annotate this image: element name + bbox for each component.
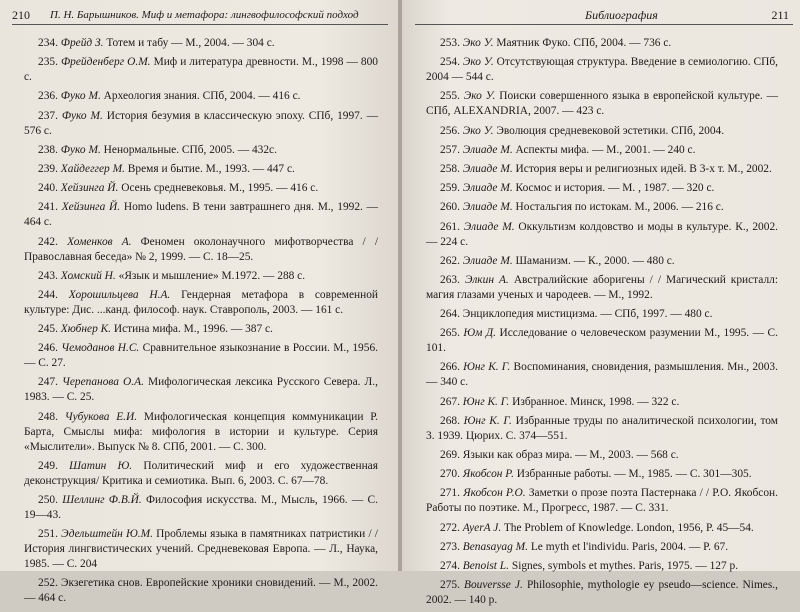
entry-author: Хюбнер К.	[60, 323, 112, 336]
right-bibliography-list	[426, 36, 778, 612]
entry-number: 272.	[440, 521, 460, 534]
entry-text: Избранные работы. — М., 1985. — С. 301—305.	[516, 468, 752, 481]
entry-number: 243.	[38, 269, 58, 282]
entry-text: История веры и религиозных идей. В 3-х т. М., 2002.	[515, 162, 772, 175]
bibliography-entry	[24, 459, 378, 489]
entry-number: 254.	[440, 56, 460, 69]
entry-author: Хомский Н.	[60, 269, 116, 282]
left-running-title: П. Н. Барышников. Миф и метафора: лингвофилософский подход	[50, 9, 359, 21]
entry-number: 263.	[440, 273, 460, 286]
bibliography-entry	[426, 326, 778, 356]
entry-number: 244.	[38, 288, 58, 301]
entry-number: 237.	[38, 109, 58, 122]
bibliography-entry	[24, 89, 378, 104]
bibliography-entry	[426, 55, 778, 85]
entry-number: 268.	[440, 414, 460, 427]
bibliography-entry	[24, 181, 378, 196]
entry-author: Хорошильцева Н.А.	[68, 288, 171, 301]
entry-text: Оккультизм колдовство и моды в культуре. К., 2002. — 224 с.	[426, 220, 778, 248]
entry-number: 239.	[38, 162, 58, 175]
entry-number: 274.	[440, 559, 460, 572]
entry-author: Юнг К. Г.	[462, 395, 510, 408]
right-page	[402, 0, 800, 607]
bibliography-entry	[24, 269, 378, 284]
entry-number: 246.	[38, 342, 58, 355]
entry-author: Якобсон Р.	[462, 468, 514, 481]
bibliography-entry	[426, 578, 778, 608]
entry-text: Поиски совершенного языка в европейской культуре. — СПб, ALEXANDRIA, 2007. — 423 с.	[426, 90, 778, 118]
entry-text: Отсутствующая структура. Введение в семиологию. СПб, 2004 — 544 с.	[426, 56, 778, 84]
entry-text: Мифологическая концепция коммуникации Р. Барта, Смыслы мифа: мифология в истории и культуре. Серия «Мыслители». Выпуск № 8. СПб, 2001. — С. 300.	[24, 410, 378, 453]
entry-number: 236.	[38, 90, 58, 103]
entry-author: Элиаде М.	[462, 201, 513, 214]
entry-number: 240.	[38, 182, 58, 195]
bibliography-entry	[24, 527, 378, 572]
bibliography-entry	[24, 341, 378, 371]
entry-number: 267.	[440, 395, 460, 408]
entry-number: 241.	[38, 201, 58, 214]
entry-author: Юм Д.	[463, 327, 497, 340]
bibliography-entry	[426, 254, 778, 269]
entry-author: Эко У.	[462, 124, 494, 137]
entry-author: Чемоданов Н.С.	[61, 342, 140, 355]
entry-text: Гендерная метафора в современной культуре: Дис. ...канд. философ. наук. Ставрополь, 2003. — 161 с.	[24, 288, 378, 316]
entry-text: История безумия в классическую эпоху. СПб, 1997. — 576 с.	[24, 109, 378, 137]
entry-author: Шеллинг Ф.В.Й.	[62, 494, 142, 506]
right-page-number: 211	[771, 8, 789, 22]
bibliography-entry	[426, 124, 778, 139]
entry-author: Элкин А.	[464, 273, 509, 286]
bibliography-entry	[426, 395, 778, 410]
bibliography-entry	[24, 410, 378, 455]
entry-number: 266.	[440, 361, 460, 374]
right-running-title: Библиография	[585, 8, 658, 22]
entry-number: 265.	[440, 327, 460, 340]
entry-author: Элиаде М.	[462, 143, 513, 156]
bibliography-entry	[426, 220, 778, 250]
entry-number: 245.	[38, 323, 58, 336]
entry-text: Избранные труды по аналитической психологии, том 3. 1939. Цюрих. С. 374—551.	[426, 414, 778, 442]
entry-author: Эко У.	[462, 37, 494, 49]
entry-author: Эко У.	[463, 90, 496, 103]
entry-author: Хейзинга Й.	[61, 201, 121, 214]
bibliography-entry	[426, 540, 778, 555]
entry-author: Юнг К. Г.	[463, 414, 512, 427]
entry-text: Философия искусства. М., Мысль, 1966. — С. 19—43.	[24, 494, 378, 521]
entry-number: 259.	[440, 182, 460, 195]
entry-author: Фуко М.	[60, 90, 101, 103]
entry-number: 257.	[440, 143, 460, 156]
entry-author: Фуко М.	[61, 109, 103, 122]
entry-author: Черепанова О.А.	[62, 376, 144, 389]
entry-text: The Problem of Knowledge. London, 1956, P. 45—54.	[503, 521, 754, 534]
entry-text: Политический миф и его художественная деконструкция/ Критика и семиотика. Вып. 6, 2003. С. 67—78.	[24, 459, 378, 487]
entry-text: Энциклопедия мистицизма. — СПб, 1997. — 480 с.	[462, 308, 713, 321]
entry-text: Проблемы языка в памятниках патристики / / История лингвистических учений. Средневековая Европа. — Л., Наука, 1985. — С. 204	[24, 528, 378, 571]
entry-number: 235.	[38, 56, 58, 69]
entry-text: Эволюция средневековой эстетики. СПб, 2004.	[496, 124, 725, 137]
entry-text: Заметки о прозе поэта Пастернака / / Р.О. Якобсон. Работы по поэтике. М., Прогресс, 1987. — С. 331.	[426, 487, 778, 515]
bibliography-entry	[426, 143, 778, 158]
entry-author: Хоменков А.	[67, 235, 132, 248]
entry-number: 252.	[38, 577, 58, 590]
entry-number: 256.	[440, 124, 460, 137]
entry-author: Benasayag M.	[462, 540, 528, 553]
bibliography-entry	[426, 89, 778, 119]
bibliography-entry	[426, 36, 778, 51]
entry-text: Время и бытие. М., 1993. — 447 с.	[127, 162, 295, 175]
entry-text: Маятник Фуко. СПб, 2004. — 736 с.	[496, 37, 672, 49]
entry-text: Истина мифа. М., 1996. — 387 с.	[113, 323, 273, 336]
bibliography-entry	[24, 322, 378, 337]
bibliography-entry	[426, 467, 778, 482]
entry-author: Элиаде М.	[463, 220, 515, 233]
entry-number: 251.	[38, 528, 58, 541]
entry-text: Феномен околонаучного мифотворчества / /Православная беседа» № 2, 1999. — С. 18—25.	[24, 235, 378, 263]
bibliography-entry	[426, 162, 778, 177]
entry-text: Воспоминания, сновидения, размышления. Мн., 2003. — 340 с.	[426, 361, 778, 389]
bibliography-entry	[426, 486, 778, 516]
entry-author: Bouversse J.	[464, 579, 523, 592]
bibliography-entry	[24, 375, 378, 405]
left-bibliography-list	[24, 36, 378, 611]
entry-number: 275.	[440, 579, 460, 592]
entry-text: Аспекты мифа. — М., 2001. — 240 с.	[515, 143, 696, 156]
entry-number: 270.	[440, 468, 460, 481]
entry-number: 269.	[440, 449, 460, 461]
entry-author: Чубукова Е.И.	[64, 410, 138, 423]
entry-author: Якобсон Р.О.	[463, 487, 526, 500]
left-page-header	[12, 6, 388, 25]
entry-text: Космос и история. — М. , 1987. — 320 с.	[515, 182, 715, 195]
bibliography-entry	[24, 576, 378, 606]
entry-number: 262.	[440, 254, 460, 267]
entry-text: Le myth et l'individu. Paris, 2004. — P. 67.	[530, 540, 729, 553]
entry-number: 271.	[440, 487, 460, 500]
entry-text: Исследование о человеческом разумении М., 1995. — С. 101.	[426, 327, 778, 355]
bibliography-entry	[426, 273, 778, 303]
entry-author: Хайдеггер М.	[60, 162, 125, 175]
bibliography-entry	[24, 109, 378, 139]
entry-text: Сравнительное языкознание в России. М., 1956. — С. 27.	[24, 342, 378, 370]
entry-author: AyerA J.	[462, 521, 502, 534]
entry-number: 248.	[38, 410, 58, 423]
bibliography-entry	[24, 36, 378, 51]
entry-text: Мифологическая лексика Русского Севера. Л., 1983. — С. 25.	[24, 376, 378, 404]
entry-text: Шаманизм. — К., 2000. — 480 с.	[515, 254, 675, 267]
bibliography-entry	[426, 181, 778, 196]
entry-author: Эко У.	[462, 56, 494, 69]
entry-text: Избранное. Минск, 1998. — 322 с.	[512, 395, 680, 408]
entry-text: Philosophie, mythologie eу pseudo—science. Nimes., 2002. — 140 p.	[426, 579, 778, 607]
entry-author: Эдельштейн Ю.М.	[61, 528, 153, 541]
bibliography-entry	[24, 143, 378, 158]
entry-number: 264.	[440, 308, 460, 321]
entry-author: Benoist L.	[462, 559, 509, 572]
entry-number: 242.	[38, 235, 58, 248]
bibliography-entry	[24, 493, 378, 523]
bibliography-entry	[426, 360, 778, 390]
entry-number: 273.	[440, 540, 460, 553]
left-page-number: 210	[12, 8, 30, 22]
entry-author: Фрейденберг О.М.	[60, 56, 151, 69]
bibliography-entry	[426, 559, 778, 574]
entry-author: Фрейд З.	[60, 37, 104, 49]
entry-author: Фуко М.	[60, 143, 101, 156]
left-page	[0, 0, 398, 605]
entry-text: «Язык и мышление» М.1972. — 288 с.	[118, 269, 306, 282]
entry-text: Осень средневековья. М., 1995. — 416 с.	[121, 182, 319, 195]
entry-text: Homo ludens. В тени завтрашнего дня. М., 1992. — 464 с.	[24, 201, 379, 229]
bibliography-entry	[24, 288, 378, 318]
entry-number: 260.	[440, 201, 460, 214]
entry-author: Юнг К. Г.	[463, 361, 511, 374]
entry-text: Экзегетика снов. Европейские хроники сновидений. — М., 2002. — 464 с.	[24, 577, 378, 605]
entry-author: Элиаде М.	[462, 162, 513, 175]
entry-author: Шатин Ю.	[69, 459, 133, 472]
bibliography-entry	[24, 200, 378, 230]
bibliography-entry	[426, 448, 778, 463]
bibliography-entry	[426, 200, 778, 215]
bibliography-entry	[426, 307, 778, 322]
entry-text: Австралийские аборигены / / Магический кристалл: магия глазами ученых и чародеев. — М., 1992.	[426, 273, 778, 301]
entry-number: 247.	[38, 376, 58, 389]
bibliography-entry	[426, 521, 778, 536]
entry-number: 250.	[38, 494, 58, 506]
entry-number: 253.	[440, 37, 460, 49]
entry-number: 255.	[440, 90, 460, 103]
entry-number: 249.	[38, 459, 58, 472]
right-page-header	[415, 6, 793, 25]
entry-number: 234.	[38, 37, 58, 49]
entry-text: Тотем и табу — М., 2004. — 304 с.	[106, 37, 275, 49]
entry-author: Элиаде М.	[462, 182, 513, 195]
bibliography-entry	[24, 55, 378, 85]
entry-text: Миф и литература древности. М., 1998 — 800 с.	[24, 56, 378, 84]
entry-text: Археология знания. СПб, 2004. — 416 с.	[103, 90, 301, 103]
entry-text: Ненормальные. СПб, 2005. — 432с.	[103, 143, 277, 156]
entry-author: Элиаде М.	[462, 254, 513, 267]
entry-text: Языки как образ мира. — М., 2003. — 568 с.	[462, 449, 679, 461]
entry-text: Ностальгия по истокам. М., 2006. — 216 с.	[515, 201, 724, 214]
entry-number: 238.	[38, 143, 58, 156]
entry-author: Хейзинга Й.	[60, 182, 119, 195]
entry-number: 261.	[440, 220, 460, 233]
entry-text: Signes, symbols et mythes. Paris, 1975. — 127 p.	[511, 559, 739, 572]
bibliography-entry	[24, 162, 378, 177]
bibliography-entry	[426, 414, 778, 444]
entry-number: 258.	[440, 162, 460, 175]
bibliography-entry	[24, 235, 378, 265]
